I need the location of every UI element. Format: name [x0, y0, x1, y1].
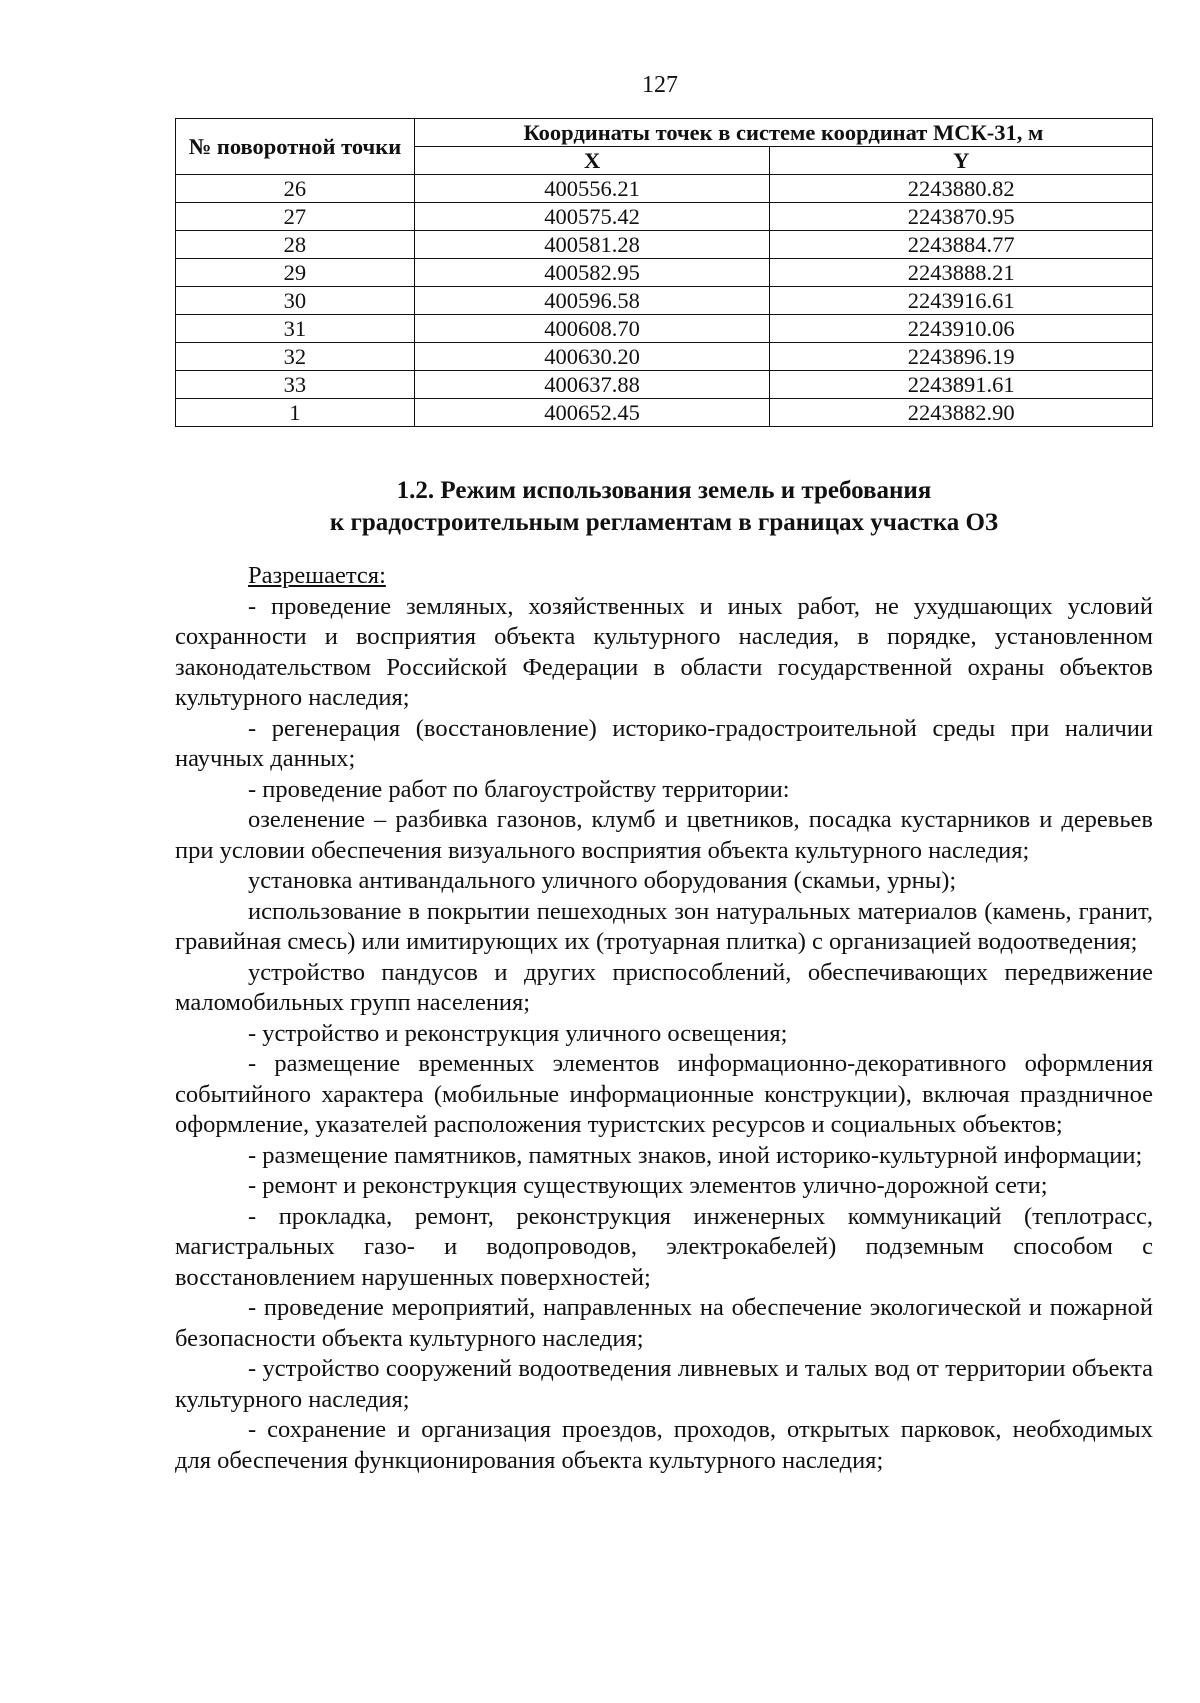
cell-point-number: 26: [176, 175, 415, 203]
cell-y: 2243891.61: [770, 371, 1153, 399]
cell-y: 2243910.06: [770, 315, 1153, 343]
paragraph: - устройство сооружений водоотведения ливневых и талых вод от территории объекта культурного наследия;: [175, 1355, 1153, 1413]
section-title-line-2: к градостроительным регламентам в границах участка ОЗ: [329, 509, 999, 536]
cell-point-number: 33: [176, 371, 415, 399]
cell-point-number: 1: [176, 399, 415, 427]
header-point-number: № поворотной точки: [176, 119, 415, 175]
table-row: [176, 399, 1153, 427]
section-title-line-1: 1.2. Режим использования земель и требования: [396, 477, 932, 504]
table-row: [176, 203, 1153, 231]
table-row: [176, 231, 1153, 259]
cell-x: 400596.58: [414, 287, 770, 315]
table-row: [176, 315, 1153, 343]
cell-x: 400608.70: [414, 315, 770, 343]
cell-x: 400637.88: [414, 371, 770, 399]
table-row: [176, 287, 1153, 315]
cell-y: 2243880.82: [770, 175, 1153, 203]
cell-y: 2243882.90: [770, 399, 1153, 427]
cell-y: 2243916.61: [770, 287, 1153, 315]
paragraph: - сохранение и организация проездов, проходов, открытых парковок, необходимых для обеспечения функционирования объекта культурного наследия;: [175, 1416, 1153, 1474]
cell-x: 400581.28: [414, 231, 770, 259]
cell-point-number: 32: [176, 343, 415, 371]
paragraph: - размещение временных элементов информационно-декоративного оформления событийного характера (мобильные информационные конструкции), включая праздничное оформление, указателей расположения туристских ресурсов и социальных объектов;: [175, 1050, 1153, 1138]
cell-x: 400556.21: [414, 175, 770, 203]
table-row: [176, 371, 1153, 399]
paragraph: устройство пандусов и других приспособлений, обеспечивающих передвижение маломобильных групп населения;: [175, 958, 1153, 1016]
cell-point-number: 29: [176, 259, 415, 287]
cell-x: 400582.95: [414, 259, 770, 287]
section-title: [175, 475, 1153, 539]
body-text: [175, 561, 1153, 1476]
paragraph: установка антивандального уличного оборудования (скамьи, урны);: [248, 867, 957, 894]
table-row: [176, 175, 1153, 203]
table-row: [176, 343, 1153, 371]
paragraph: - проведение мероприятий, направленных на обеспечение экологической и пожарной безопасности объекта культурного наследия;: [175, 1294, 1153, 1352]
paragraph: - устройство и реконструкция уличного освещения;: [248, 1019, 788, 1047]
paragraph: - проведение земляных, хозяйственных и иных работ, не ухудшающих условий сохранности и восприятия объекта культурного наследия, в порядке, установленном законодательством Российской Федерации в области государственной охраны объектов культурного наследия;: [175, 592, 1153, 711]
header-y: Y: [770, 147, 1153, 175]
cell-point-number: 31: [176, 315, 415, 343]
paragraph: озеленение – разбивка газонов, клумб и цветников, посадка кустарников и деревьев при условии обеспечения визуального восприятия объекта культурного наследия;: [175, 806, 1153, 864]
paragraph: - ремонт и реконструкция существующих элементов улично-дорожной сети;: [248, 1172, 1048, 1199]
cell-point-number: 28: [176, 231, 415, 259]
cell-y: 2243896.19: [770, 343, 1153, 371]
paragraph: - прокладка, ремонт, реконструкция инженерных коммуникаций (теплотрасс, магистральных газо- и водопроводов, электрокабелей) подземным способом с восстановлением нарушенных поверхностей;: [175, 1202, 1153, 1291]
paragraph: - регенерация (восстановление) историко-градостроительной среды при наличии научных данных;: [175, 714, 1153, 772]
allowed-label: Разрешается:: [248, 562, 386, 589]
table-row: [176, 259, 1153, 287]
paragraph: - размещение памятников, памятных знаков, иной историко-культурной информации;: [248, 1141, 1143, 1169]
paragraph: - проведение работ по благоустройству территории:: [248, 775, 790, 803]
coordinates-table: [175, 118, 1153, 427]
paragraph: использование в покрытии пешеходных зон натуральных материалов (камень, гранит, гравийная смесь) или имитирующих их (тротуарная плитка) с организацией водоотведения;: [175, 897, 1153, 955]
cell-y: 2243888.21: [770, 259, 1153, 287]
cell-x: 400575.42: [414, 203, 770, 231]
header-x: X: [414, 147, 770, 175]
page-number: 127: [642, 72, 678, 98]
cell-x: 400652.45: [414, 399, 770, 427]
header-coordinates: Координаты точек в системе координат МСК-31, м: [414, 119, 1152, 147]
cell-x: 400630.20: [414, 343, 770, 371]
cell-point-number: 30: [176, 287, 415, 315]
cell-point-number: 27: [176, 203, 415, 231]
cell-y: 2243884.77: [770, 231, 1153, 259]
cell-y: 2243870.95: [770, 203, 1153, 231]
